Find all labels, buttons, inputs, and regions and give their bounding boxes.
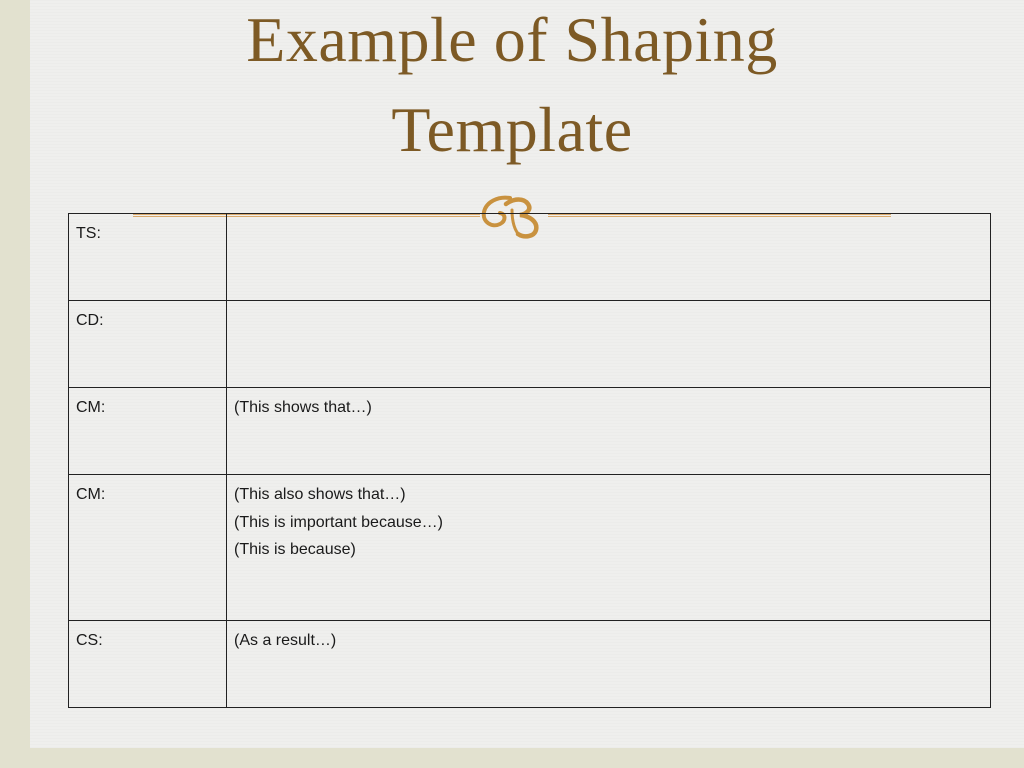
table-row [69, 301, 991, 388]
row-content-cell [227, 475, 991, 621]
row-label-cell [69, 301, 227, 388]
row-label: CM: [76, 399, 106, 416]
row-content-cell [227, 388, 991, 475]
row-label-cell [69, 475, 227, 621]
slide-title-line-1: Example of Shaping [246, 4, 778, 75]
row-label: CS: [76, 632, 103, 649]
prompt-text: (This also shows that…) [234, 486, 406, 503]
row-content-cell [227, 621, 991, 708]
table-row [69, 621, 991, 708]
table-row [69, 214, 991, 301]
prompt-text: (This shows that…) [234, 399, 372, 416]
slide-title-line-2: Template [391, 94, 633, 165]
row-label: TS: [76, 225, 101, 242]
prompt-text: (This is because) [234, 541, 356, 558]
shaping-template-table [68, 213, 991, 708]
prompt-text: (This is important because…) [234, 513, 443, 531]
row-content-cell [227, 301, 991, 388]
row-label: CM: [76, 486, 106, 503]
row-label: CD: [76, 312, 104, 329]
table-row [69, 475, 991, 621]
prompt-text: (As a result…) [234, 632, 337, 649]
row-label-cell [69, 214, 227, 301]
row-label-cell [69, 388, 227, 475]
table-row [69, 388, 991, 475]
row-label-cell [69, 621, 227, 708]
row-content-cell [227, 214, 991, 301]
